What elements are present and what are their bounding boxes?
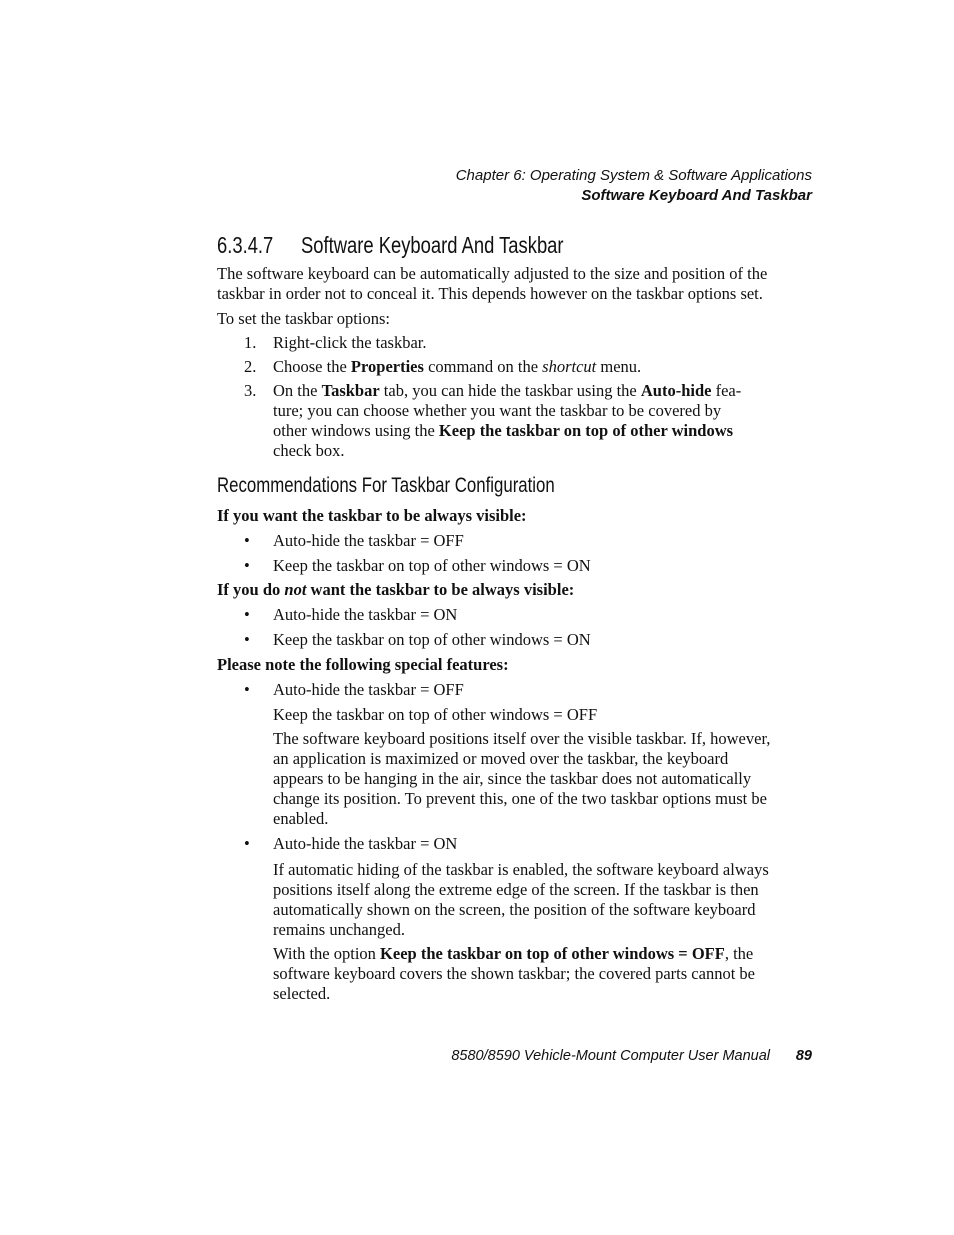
special-2-bullet: Auto-hide the taskbar = ON bbox=[273, 834, 458, 853]
bullet: • bbox=[244, 680, 250, 699]
auto-hide-term: Auto-hide bbox=[640, 381, 712, 400]
special-2-line-4: remains unchanged. bbox=[273, 920, 405, 939]
intro-line-2: taskbar in order not to conceal it. This depends however on the taskbar options set. bbox=[217, 284, 763, 303]
keep-on-top-off-term: Keep the taskbar on top of other windows = OFF bbox=[380, 944, 725, 963]
special-2-line-2: positions itself along the extreme edge of the screen. If the taskbar is then bbox=[273, 880, 759, 899]
section-title: Software Keyboard And Taskbar bbox=[301, 232, 564, 258]
step-2-number: 2. bbox=[244, 357, 257, 376]
visible-item-2: Keep the taskbar on top of other windows = ON bbox=[273, 556, 591, 575]
not-visible-heading bbox=[217, 580, 574, 600]
not-visible-post: want the taskbar to be always visible: bbox=[306, 580, 575, 599]
step-3-pre: On the bbox=[273, 381, 322, 400]
step-3-line-3 bbox=[273, 421, 733, 441]
taskbar-term: Taskbar bbox=[321, 381, 380, 400]
step-3-line-3-pre: other windows using the bbox=[273, 421, 439, 440]
option-pre: With the option bbox=[273, 944, 381, 963]
special-1-bullet: Auto-hide the taskbar = OFF bbox=[273, 680, 464, 699]
not-visible-pre: If you do bbox=[217, 580, 285, 599]
section-heading bbox=[217, 232, 564, 259]
bullet: • bbox=[244, 556, 250, 575]
step-3-line-2: ture; you can choose whether you want the taskbar to be covered by bbox=[273, 401, 722, 420]
visible-item-1: Auto-hide the taskbar = OFF bbox=[273, 531, 464, 550]
step-3-post: fea- bbox=[711, 381, 742, 400]
page-number: 89 bbox=[795, 1048, 812, 1064]
special-2-line-1: If automatic hiding of the taskbar is enabled, the software keyboard always bbox=[273, 860, 769, 879]
special-2-option-line-3: selected. bbox=[273, 984, 331, 1003]
not-visible-item-1: Auto-hide the taskbar = ON bbox=[273, 605, 458, 624]
not-visible-item-2: Keep the taskbar on top of other windows = ON bbox=[273, 630, 591, 649]
bullet: • bbox=[244, 834, 250, 853]
section-number: 6.3.4.7 bbox=[217, 232, 274, 258]
step-3-mid: tab, you can hide the taskbar using the bbox=[379, 381, 641, 400]
special-2-option-line-2: software keyboard covers the shown taskbar; the covered parts cannot be bbox=[273, 964, 755, 983]
special-1-line-4: change its position. To prevent this, one of the two taskbar options must be bbox=[273, 789, 767, 808]
special-1-line-5: enabled. bbox=[273, 809, 329, 828]
step-2-pre: Choose the bbox=[273, 357, 351, 376]
special-2-option-line-1 bbox=[273, 944, 753, 964]
step-2-post: menu. bbox=[596, 357, 642, 376]
step-1-text: Right-click the taskbar. bbox=[273, 333, 427, 352]
bullet: • bbox=[244, 630, 250, 649]
footer-manual-title: 8580/8590 Vehicle-Mount Computer User Manual bbox=[451, 1048, 770, 1064]
shortcut-term: shortcut bbox=[542, 357, 597, 376]
keep-on-top-term: Keep the taskbar on top of other windows bbox=[438, 421, 734, 440]
step-3-line-1 bbox=[273, 381, 741, 401]
special-2-line-3: automatically shown on the screen, the position of the software keyboard bbox=[273, 900, 756, 919]
properties-term: Properties bbox=[350, 357, 424, 376]
step-3-line-4: check box. bbox=[273, 441, 345, 460]
option-post: , the bbox=[724, 944, 754, 963]
step-2-text bbox=[273, 357, 641, 377]
step-1-number: 1. bbox=[244, 333, 257, 352]
special-features-heading: Please note the following special features: bbox=[217, 655, 509, 674]
always-visible-heading: If you want the taskbar to be always visible: bbox=[217, 506, 527, 525]
not-emphasis: not bbox=[284, 580, 307, 599]
bullet: • bbox=[244, 531, 250, 550]
step-3-number: 3. bbox=[244, 381, 257, 400]
special-1-line-3: appears to be hanging in the air, since the taskbar does not automatically bbox=[273, 769, 752, 788]
special-1-line-1: The software keyboard positions itself over the visible taskbar. If, however, bbox=[273, 729, 771, 748]
step-2-mid: command on the bbox=[423, 357, 543, 376]
bullet: • bbox=[244, 605, 250, 624]
recommendations-heading: Recommendations For Taskbar Configuration bbox=[217, 474, 555, 497]
running-header-chapter: Chapter 6: Operating System & Software Applications bbox=[455, 167, 812, 184]
special-1-keep: Keep the taskbar on top of other windows = OFF bbox=[273, 705, 598, 724]
set-options-text: To set the taskbar options: bbox=[217, 309, 390, 328]
intro-line-1: The software keyboard can be automatically adjusted to the size and position of the bbox=[217, 264, 768, 283]
special-1-line-2: an application is maximized or moved over the taskbar, the keyboard bbox=[273, 749, 729, 768]
running-header-section: Software Keyboard And Taskbar bbox=[581, 187, 812, 204]
